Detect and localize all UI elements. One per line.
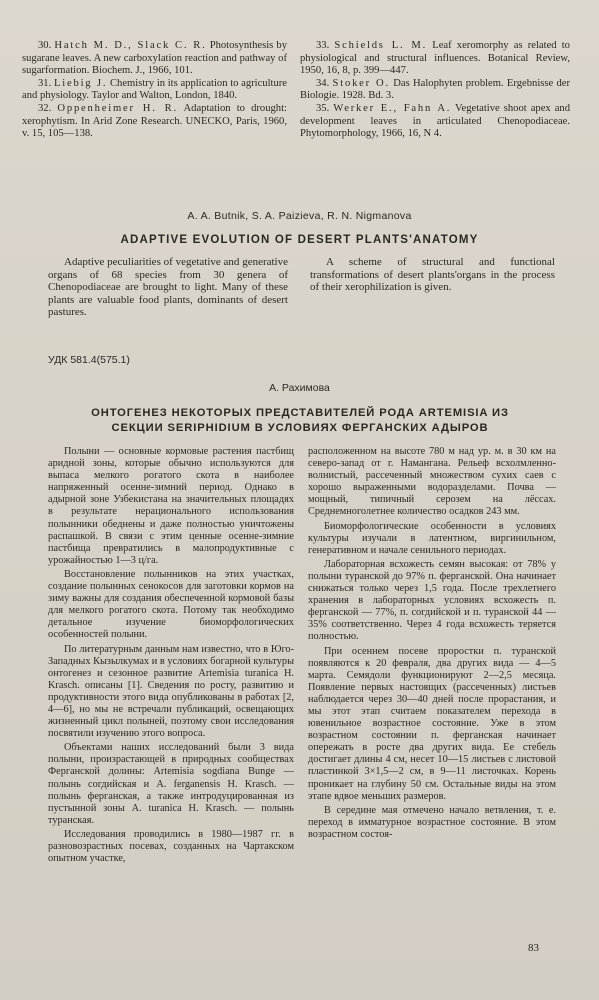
article-right-column xyxy=(308,446,556,841)
paragraph: Полыни — основные кормовые растения пастбищ аридной зоны, которые обычно используются для выпаса мелкого рогатого скота в наиболее напряженный осенне-зимний период. Однако в адырной зоне Узбекистана на значительных площадях в результате нерационального использования полынники обеднены и даже полностью уничтожены распашкой. В связи с этим ценные осенне-зимние пастбища превратились в малопродуктивные с урожайностью 1—3 ц/га. xyxy=(48,446,294,566)
reference-32: 32. Oppenheimer H. R. Adaptation to drought: xerophytism. In Arid Zone Research. UNECKO, Paris, 1960, v. 15, 105—138. xyxy=(22,102,287,140)
paragraph: Биоморфологические особенности в условиях культуры изучали в латентном, виргинильном, генеративном и начале сенильного периодах. xyxy=(308,520,556,556)
references-right-column xyxy=(300,40,570,141)
references-left-column xyxy=(22,40,287,141)
english-authors: A. A. Butnik, S. A. Paizieva, R. N. Nigmanova xyxy=(187,210,412,222)
paragraph: Лабораторная всхожесть семян высокая: от 78% у полыни туранской до 97% п. ферганской. Она начинает снижаться только через 1,5 года. После трехлетнего хранения в лабораторных условиях всхожесть п. ферганской — 77%, п. согдийской и п. туранской 44 — 35% соответственно. Через 4 года всхожесть теряется полностью. xyxy=(308,558,556,643)
paragraph: Восстановление полынников на этих участках, создание полынных сенокосов для заготовки кормов на зиму важны для создания обеспеченной кормовой базы для мелкого рогатого скота. Потому так необходимо детальное изучение биоморфологических особенностей полыни. xyxy=(48,568,294,641)
russian-title-line-1: ОНТОГЕНЕЗ НЕКОТОРЫХ ПРЕДСТАВИТЕЛЕЙ РОДА ARTEMISIA ИЗ xyxy=(91,407,509,419)
russian-author: А. Рахимова xyxy=(269,382,330,394)
english-abstract-right xyxy=(310,256,555,294)
paragraph: По литературным данным нам известно, что в Юго-Западных Кызылкумах и в условиях богарной культуры онтогенез и сезонное развитие Artemisia turanica H. Krasch. описаны [1]. Сведения по росту, развитию и продуктивности этого вида опубликованы в работах [2, 4—6], но мы не встречали публикаций, освещающих жизненный цикл полыней, поэтому свои исследования посвятили изучению этого вопроса. xyxy=(48,643,294,740)
reference-31: 31. Liebig J. Chemistry in its application to agriculture and physiology. Taylor and Walton, London, 1840. xyxy=(22,77,288,102)
abstract-right-text: A scheme of structural and functional transformations of desert plants'organs in the process of their xerophilization is given. xyxy=(310,256,555,293)
reference-33: 33. Schields L. M. Leaf xeromorphy as related to physiological and structural influences. Botanical Review, 1950, 16, 8, p. 399—447. xyxy=(300,40,570,77)
paragraph: При осеннем посеве проростки п. туранской появляются к 20 февраля, два других вида — 4—5 марта. Семядоли функционируют 2—2,5 месяца. Появление первых настоящих (рассеченных) листьев наблюдается через 30—40 дней после прорастания, и мы этот этап считаем показателем перехода в ювенильное возрастное состояние. Уже в этом возрастном состоянии п. ферганская начинает опережать в росте два других вида. Ее стебель достигает длины 4 см, несет 10—15 листьев с листовой пластинкой 3×1,5—2 см, в 9—11 листочках. Корень проникает на глубину 50 см. Остальные виды на этом этапе вдвое меньших размеров. xyxy=(308,645,556,802)
article-left-column xyxy=(48,446,294,865)
udc-code: УДК 581.4(575.1) xyxy=(48,354,130,366)
abstract-left-text: Adaptive peculiarities of vegetative and generative organs of 68 species from 30 genera of Chenopodiaceae are brought to light. Many of these plants are valuable food plants, dominants of desert pastures. xyxy=(48,256,288,318)
paragraph: Объектами наших исследований были 3 вида полыни, произрастающей в природных сообществах Ферганской долины: Artemisia sogdiana Bunge — полынь согдийская и A. ferganensis H. Krasch. — полынь ферганская, а также интродуцированная из пустынной зоны A. turanica H. Krasch. — полынь туранская. xyxy=(48,742,294,826)
page-number: 83 xyxy=(528,942,539,954)
reference-30: 30. Hatch M. D., Slack C. R. Photosynthesis by sugarane leaves. A new carboxylation reaction and pathway of sugarformation. Biochem. J., 1966, 101. xyxy=(22,40,287,77)
paragraph: расположенном на высоте 780 м над ур. м. в 30 км на северо-запад от г. Намангана. Рельеф всхолмленно-волнистый, рассеченный множеством сухих саев с хорошо выраженными водоразделами. Почва — мощный, типичный серозем на лёссах. Среднемноголетнее количество осадков 243 мм. xyxy=(308,446,556,518)
english-title: ADAPTIVE EVOLUTION OF DESERT PLANTS'ANATOMY xyxy=(120,234,479,246)
reference-34: 34. Stoker O. Das Halophyten problem. Ergebnisse der Biologie. 1928. Bd. 3. xyxy=(300,77,571,102)
english-abstract-left xyxy=(48,256,288,319)
paragraph: Исследования проводились в 1980—1987 гг. в разновозрастных посевах, созданных на Чартакском опытном участке, xyxy=(48,828,294,865)
paragraph: В середине мая отмечено начало ветвления, т. е. переход в имматурное возрастное состояние. В этом возрастном состоя- xyxy=(308,804,556,840)
russian-title xyxy=(40,406,560,436)
russian-title-line-2: СЕКЦИИ SERIPHIDIUM В УСЛОВИЯХ ФЕРГАНСКИХ АДЫРОВ xyxy=(111,422,489,434)
reference-35: 35. Werker E., Fahn A. Vegetative shoot apex and development leaves in articulated Chenopodiaceae. Phytomorphology, 1966, 16, N 4. xyxy=(300,102,570,140)
